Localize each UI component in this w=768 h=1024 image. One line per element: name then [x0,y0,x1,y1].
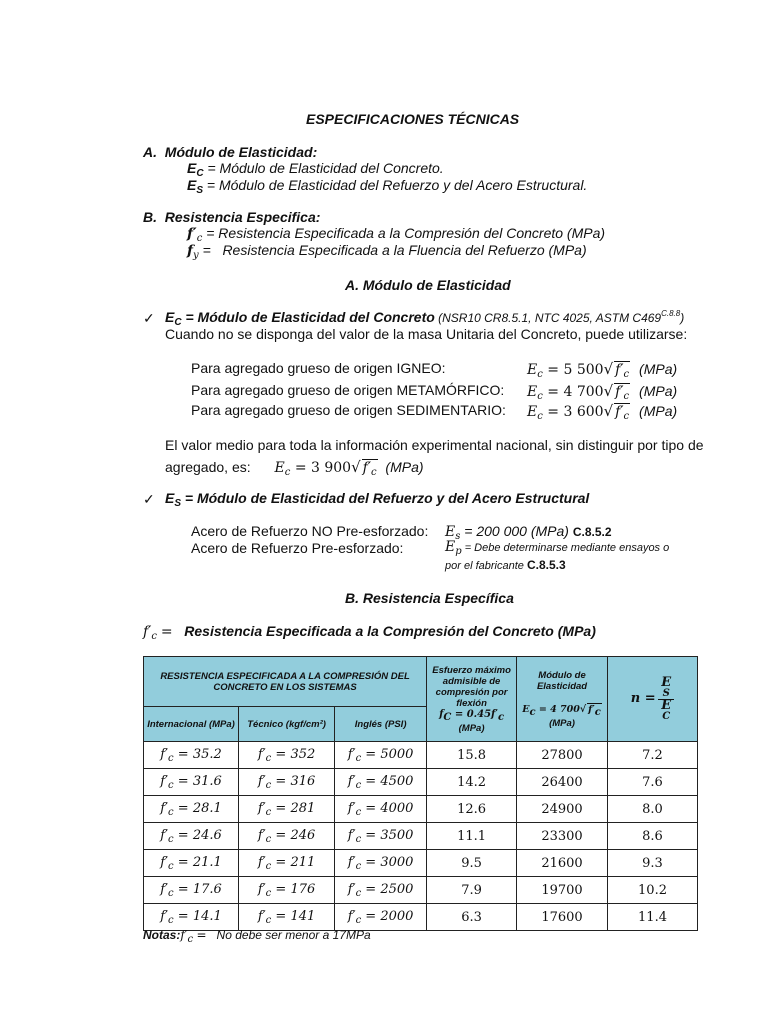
ec-check-icon: ✓ [143,310,155,326]
cell-esfuerzo: 7.9 [427,877,517,904]
ec-case-sedimentario-formula: $E_c = 3$ 600√ $f'_c$ (MPa) [527,402,678,422]
table-header-internacional: Internacional (MPa) [144,707,239,742]
es-row1-value: $E_s = 200$ 000 (MPa) C.8.5.2 [445,523,612,542]
cell-modulo: 24900 [517,796,608,823]
ec-mean-line2: agregado, es: $E_c = 3$ 900√ $f'_c$ (MPa) [165,458,424,478]
cell-n: 9.3 [608,850,698,877]
cell-modulo: 26400 [517,769,608,796]
page-title: ESPECIFICACIONES TÉCNICAS [306,111,520,127]
es-heading: $E_S$ = Módulo de Elasticidad del Refuerzo y del Acero Estructural [165,490,590,509]
cell-tecnico: $f'_c = 246$ [239,823,335,850]
ec-case-metamorfico-label: Para agregado grueso de origen METAMÓRFICO: [191,382,505,398]
subheading-a: A. Módulo de Elasticidad [345,277,511,293]
es-row1-label: Acero de Refuerzo NO Pre-esforzado: [191,523,429,539]
cell-internacional: $f'_c = 24.6$ [144,823,239,850]
table-header-row [144,657,698,707]
cell-internacional: $f'_c = 35.2$ [144,742,239,769]
cell-ingles: $f'_c = 3500$ [335,823,427,850]
ec-case-sedimentario-label: Para agregado grueso de origen SEDIMENTARIO: [191,402,506,418]
table-row [144,769,698,796]
ec-intro: Cuando no se disponga del valor de la masa Unitaria del Concreto, puede utilizarse: [165,326,688,342]
ec-mean-line1: El valor medio para toda la información experimental nacional, sin distinguir por tipo de [165,437,704,453]
cell-internacional: $f'_c = 21.1$ [144,850,239,877]
es-row2-value: $E_p$ = Debe determinarse mediante ensayos o [445,539,670,557]
table-row [144,904,698,931]
cell-modulo: 19700 [517,877,608,904]
cell-modulo: 27800 [517,742,608,769]
resistance-table [143,656,698,931]
table-header-ingles: Inglés (PSI) [335,707,427,742]
table-row [144,796,698,823]
cell-n: 8.0 [608,796,698,823]
cell-esfuerzo: 9.5 [427,850,517,877]
section-a-heading: A. Módulo de Elasticidad: [143,144,318,160]
cell-tecnico: $f'_c = 316$ [239,769,335,796]
cell-ingles: $f'_c = 4000$ [335,796,427,823]
section-b-item-fy: $f_y$ = Resistencia Especificada a la Fluencia del Refuerzo (MPa) [187,242,587,261]
section-b-item-fc: $f'_c$ = Resistencia Especificada a la Compresión del Concreto (MPa) [187,225,606,244]
cell-tecnico: $f'_c = 176$ [239,877,335,904]
table-header-modulo: Módulo de Elasticidad Ec = 4 700√ f′c (MPa) [517,657,608,742]
cell-ingles: $f'_c = 2000$ [335,904,427,931]
es-row2-label: Acero de Refuerzo Pre-esforzado: [191,540,404,556]
cell-tecnico: $f'_c = 141$ [239,904,335,931]
cell-tecnico: $f'_c = 281$ [239,796,335,823]
section-a-item-es: $E_S$ = Módulo de Elasticidad del Refuerzo y del Acero Estructural. [187,177,588,196]
cell-modulo: 21600 [517,850,608,877]
table-row [144,877,698,904]
cell-ingles: $f'_c = 4500$ [335,769,427,796]
cell-esfuerzo: 6.3 [427,904,517,931]
table-row [144,850,698,877]
table-row [144,742,698,769]
cell-tecnico: $f'_c = 352$ [239,742,335,769]
ec-case-igneo-label: Para agregado grueso de origen IGNEO: [191,360,446,376]
table-row [144,823,698,850]
es-row2-value-cont: por el fabricante C.8.5.3 [445,558,566,572]
cell-internacional: $f'_c = 17.6$ [144,877,239,904]
cell-n: 10.2 [608,877,698,904]
es-check-icon: ✓ [143,491,155,507]
cell-n: 8.6 [608,823,698,850]
cell-esfuerzo: 12.6 [427,796,517,823]
table-header-tecnico: Técnico (kgf/cm²) [239,707,335,742]
table-header-esfuerzo: Esfuerzo máximo admisible de compresión por flexión fC = 0.45f′c (MPa) [427,657,517,742]
section-b-heading: B. Resistencia Especifica: [143,209,321,225]
cell-modulo: 23300 [517,823,608,850]
cell-internacional: $f'_c = 14.1$ [144,904,239,931]
cell-internacional: $f'_c = 28.1$ [144,796,239,823]
cell-esfuerzo: 15.8 [427,742,517,769]
ec-case-metamorfico-formula: $E_c = 4$ 700√ $f'_c$ (MPa) [527,382,678,402]
cell-n: 7.2 [608,742,698,769]
cell-ingles: $f'_c = 5000$ [335,742,427,769]
cell-modulo: 17600 [517,904,608,931]
table-group-header: RESISTENCIA ESPECIFICADA A LA COMPRESIÓN DEL CONCRETO EN LOS SISTEMAS [144,657,427,707]
cell-ingles: $f'_c = 2500$ [335,877,427,904]
ec-case-igneo-formula: $E_c = 5$ 500√ $f'_c$ (MPa) [527,360,678,380]
subheading-b: B. Resistencia Específica [345,590,514,606]
section-a-item-ec: $E_C$ = Módulo de Elasticidad del Concreto. [187,160,444,179]
cell-n: 7.6 [608,769,698,796]
table-header-n: n = E S E C [608,657,698,742]
fc-heading: $f'_c$ = Resistencia Especificada a la Compresión del Concreto (MPa) [143,623,596,642]
cell-ingles: $f'_c = 3000$ [335,850,427,877]
cell-esfuerzo: 11.1 [427,823,517,850]
cell-tecnico: $f'_c = 211$ [239,850,335,877]
ec-heading: $E_C$ = Módulo de Elasticidad del Concreto (NSR10 CR8.5.1, NTC 4025, ASTM $C469^{C.8.8}$) [165,309,685,328]
cell-esfuerzo: 14.2 [427,769,517,796]
table-notes: $Notas:f'_c$ = No debe ser menor a 17MPa [143,928,371,945]
cell-internacional: $f'_c = 31.6$ [144,769,239,796]
cell-n: 11.4 [608,904,698,931]
